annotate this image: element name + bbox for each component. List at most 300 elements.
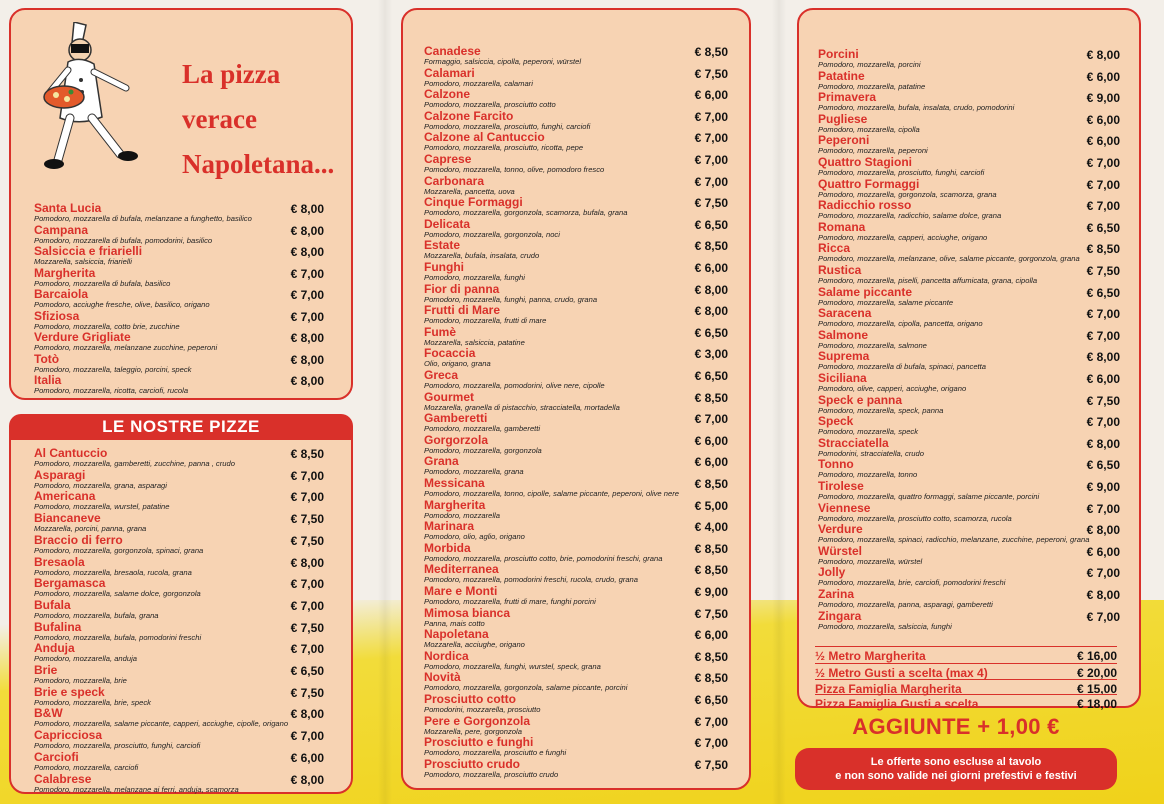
item-name: Tirolese [818,479,864,493]
item-description: Pomodoro, mozzarella, prosciutto cotto [424,100,556,110]
menu-item [34,751,324,772]
item-price: € 7,50 [1086,264,1120,278]
item-price: € 7,50 [694,606,728,621]
item-description: Pomodoro, mozzarella, pomodorini, olive nere, cipolle [424,381,605,390]
item-description: Pomodoro, mozzarella, spinaci, radicchio, melanzane, zucchine, peperoni, grana [818,535,1090,545]
item-price: € 7,00 [694,109,728,124]
item-name: Cinque Formaggi [424,195,523,210]
section-title: LE NOSTRE PIZZE [9,414,353,440]
item-name: Tonno [818,457,854,472]
menu-item [818,437,1120,458]
special-name: Pizza Famiglia Margherita [815,682,962,696]
item-price: € 7,00 [1086,328,1120,343]
item-price: € 8,00 [1086,436,1120,451]
item-price: € 7,00 [1086,566,1120,581]
item-name: Carbonara [424,173,485,188]
item-description: Pomodoro, mozzarella, calamari [424,78,533,88]
item-description: Pomodoro, olive, capperi, acciughe, origano [818,384,967,393]
item-description: Mozzarella, pere, gorgonzola [424,726,522,736]
menu-item [818,242,1120,263]
special-offer [815,694,1117,712]
item-description: Pomodoro, mozzarella, melanzane, olive, salame piccante, gorgonzola, grana [818,254,1080,264]
item-price: € 7,00 [694,131,728,146]
item-name: Quattro Formaggi [818,176,920,191]
menu-item [424,110,728,131]
special-price: € 16,00 [1076,649,1117,663]
item-description: Formaggio, salsiccia, cipolla, peperoni, würstel [424,57,582,66]
item-name: Italia [34,373,62,387]
item-price: € 8,00 [1086,588,1120,602]
special-price: € 18,00 [1076,697,1117,711]
item-price: € 7,00 [694,174,728,189]
menu-item [818,286,1120,307]
item-description: Pomodoro, mozzarella, carciofi [34,762,139,772]
menu-item [818,221,1120,242]
item-description: Mozzarella, salsiccia, patatine [424,337,525,347]
item-description: Pomodoro, mozzarella, wurstel, patatine [34,502,170,512]
item-description: Olio, origano, grana [424,359,491,369]
menu-item [424,455,728,476]
item-name: Sfiziosa [34,308,80,323]
item-price: € 8,00 [290,352,324,367]
menu-item [424,326,728,347]
item-price: € 7,00 [290,266,324,281]
menu-item [424,499,728,520]
item-description: Pomodoro, mozzarella, gamberetti, zucchine, panna , crudo [34,459,235,468]
item-description: Pomodoro, mozzarella [424,510,500,520]
item-price: € 7,00 [1086,501,1120,516]
menu-item [34,664,324,685]
item-name: Primavera [818,90,877,105]
menu-item [424,304,728,325]
item-price: € 6,00 [1086,372,1120,386]
item-description: Pomodoro, mozzarella, frutti di mare, funghi porcini [424,597,596,606]
menu-item [818,610,1120,631]
menu-item [34,447,324,468]
item-description: Pomodoro, mozzarella, ricotta, carciofi, rucola [34,386,189,395]
item-name: Porcini [818,47,859,61]
menu-item [34,490,324,511]
item-description: Pomodoro, mozzarella, gamberetti [424,424,541,434]
item-price: € 3,00 [694,347,728,362]
menu-item [34,707,324,728]
item-description: Mozzarella, bufala, insalata, crudo [424,251,540,261]
menu-item [818,199,1120,220]
menu-item [34,534,324,555]
special-price: € 20,00 [1076,666,1117,680]
item-price: € 8,50 [290,447,324,461]
menu-item [818,372,1120,393]
item-name: Caprese [424,152,472,166]
menu-item [34,202,324,223]
item-price: € 7,50 [290,685,324,700]
item-price: € 8,00 [1086,48,1120,62]
item-name: Zarina [818,587,855,601]
item-name: Grana [424,454,459,469]
item-price: € 9,00 [694,585,728,599]
menu-item [818,415,1120,436]
item-price: € 9,00 [1086,480,1120,494]
menu-item [818,480,1120,501]
item-description: Pomodoro, mozzarella, bresaola, rucola, grana [34,567,192,577]
menu-item [34,374,324,395]
menu-item [424,520,728,541]
item-description: Mozzarella, granella di pistacchio, stracciatella, mortadella [424,402,620,412]
item-description: Pomodoro, mozzarella, funghi, panna, crudo, grana [424,294,598,304]
special-name: ½ Metro Gusti a scelta (max 4) [815,666,988,680]
item-description: Mozzarella, salsiccia, friarielli [34,257,132,266]
item-description: Pomodoro, mozzarella, bufala, insalata, crudo, pomodorini [818,103,1015,113]
menu-item [818,113,1120,134]
item-name: Peperoni [818,133,870,148]
special-offer [815,646,1117,664]
menu-item [34,245,324,266]
item-price: € 7,00 [290,288,324,302]
menu-item [34,224,324,245]
menu-item [424,196,728,217]
item-price: € 8,50 [1086,242,1120,257]
item-description: Pomodorini, stracciatella, crudo [818,448,924,458]
item-description: Pomodoro, mozzarella, porcini [818,60,921,69]
item-price: € 6,00 [694,455,728,470]
menu-item [818,329,1120,350]
item-description: Pomodoro, mozzarella, prosciutto, funghi, carciofi [34,741,201,751]
item-description: Pomodoro, mozzarella, prosciutto e funghi [424,748,567,758]
item-price: € 8,50 [694,45,728,59]
item-description: Pomodorini, mozzarella, prosciutto [424,705,541,714]
item-name: Carciofi [34,749,79,764]
special-name: ½ Metro Margherita [815,649,926,663]
item-description: Pomodoro, mozzarella, pomodorini freschi, rucola, crudo, grana [424,575,638,585]
item-name: Speck e panna [818,392,903,407]
item-name: Speck [818,414,854,429]
headline-line: La pizza [182,59,281,89]
item-name: Zingara [818,608,862,623]
item-name: Brie e speck [34,684,105,699]
menu-item [424,391,728,412]
item-description: Pomodoro, mozzarella, bufala, grana [34,610,159,620]
item-price: € 8,00 [290,707,324,722]
menu-item [818,545,1120,566]
item-price: € 8,50 [694,563,728,578]
item-name: Braccio di ferro [34,532,123,547]
item-description: Pomodoro, mozzarella, cipolla [818,124,920,134]
item-description: Pomodoro, mozzarella, prosciutto crudo [424,769,559,779]
item-description: Pomodoro, mozzarella, bufala, pomodorini freschi [34,632,202,642]
item-name: Salame piccante [818,284,913,299]
item-description: Pomodoro, mozzarella di bufala, pomodorini, basilico [34,235,213,245]
item-price: € 8,00 [290,245,324,259]
item-price: € 8,50 [694,649,728,664]
item-price: € 8,00 [290,223,324,238]
item-description: Pomodoro, mozzarella, gorgonzola, noci [424,229,560,239]
item-name: Brie [34,663,58,677]
item-name: Würstel [818,543,863,558]
item-price: € 7,50 [694,757,728,772]
item-description: Pomodoro, olio, aglio, origano [424,532,525,542]
item-price: € 6,00 [1086,134,1120,149]
menu-item [818,264,1120,285]
item-price: € 6,50 [694,325,728,340]
item-price: € 4,00 [694,520,728,535]
item-name: Stracciatella [818,435,889,450]
headline-line: Napoletana... [182,149,335,179]
menu-item [34,288,324,309]
item-price: € 8,00 [290,555,324,570]
item-name: Verdure [818,522,863,537]
item-name: Patatine [818,68,865,83]
item-name: Pugliese [818,111,868,126]
item-price: € 7,00 [1086,177,1120,192]
item-name: Novità [424,670,461,685]
item-description: Pomodoro, mozzarella, peperoni [818,146,928,156]
item-description: Pomodoro, mozzarella, prosciutto, funghi, carciofi [818,168,985,177]
item-price: € 7,00 [1086,156,1120,170]
menu-item [424,45,728,66]
item-name: Calabrese [34,771,92,786]
item-name: Morbida [424,540,471,555]
menu-item [424,563,728,584]
menu-item [34,331,324,352]
item-price: € 7,00 [290,309,324,324]
item-name: Radicchio rosso [818,198,912,213]
menu-item [424,218,728,239]
menu-item [34,642,324,663]
item-description: Pomodoro, mozzarella, salame piccante [818,297,954,307]
item-price: € 6,50 [1086,285,1120,300]
item-description: Pomodoro, mozzarella, brie, carciofi, pomodorini freschi [818,578,1006,588]
item-price: € 7,00 [1086,307,1120,322]
menu-item [424,88,728,109]
notice-line: Le offerte sono escluse al tavolo [870,756,1042,768]
item-description: Pomodoro, mozzarella, speck [818,427,919,437]
menu-item [818,458,1120,479]
menu-item [424,283,728,304]
menu-item [34,353,324,374]
menu-item [424,412,728,433]
menu-item [424,67,728,88]
page-fold [772,0,786,804]
item-name: Anduja [34,641,75,656]
item-description: Pomodoro, mozzarella, capperi, acciughe, origano [818,232,988,242]
menu-item [34,556,324,577]
menu-item [424,477,728,498]
item-price: € 7,00 [290,642,324,657]
item-description: Pomodoro, mozzarella, speck, panna [818,405,944,415]
item-name: Margherita [34,265,96,280]
menu-item [818,178,1120,199]
item-name: Jolly [818,565,846,580]
item-description: Mozzarella, pancetta, uova [424,186,515,196]
item-name: Barcaiola [34,287,89,301]
item-price: € 7,50 [1086,393,1120,408]
item-price: € 8,50 [694,477,728,491]
item-name: Mediterranea [424,562,499,577]
item-name: Funghi [424,260,464,274]
item-price: € 7,00 [290,490,324,505]
item-price: € 6,00 [290,750,324,765]
item-price: € 8,00 [694,282,728,297]
menu-item [424,671,728,692]
item-description: Pomodoro, acciughe fresche, olive, basilico, origano [34,300,210,309]
item-description: Pomodoro, mozzarella, frutti di mare [424,316,547,326]
offer-notice [795,748,1117,790]
item-price: € 7,50 [290,620,324,635]
item-name: Romana [818,219,866,234]
item-name: Messicana [424,476,485,490]
item-price: € 7,00 [694,153,728,167]
menu-item [424,650,728,671]
item-name: Campana [34,222,89,237]
menu-item [818,588,1120,609]
item-name: Fior di panna [424,281,500,296]
item-name: Frutti di Mare [424,303,501,318]
menu-item [818,134,1120,155]
item-price: € 7,50 [694,66,728,81]
item-description: Pomodoro, mozzarella, melanzane zucchine, peperoni [34,343,218,352]
item-description: Pomodoro, mozzarella, brie, speck [34,697,151,707]
menu-item [818,307,1120,328]
menu-item [424,261,728,282]
item-price: € 7,50 [290,512,324,527]
pulcinella-chef-icon [40,22,155,182]
item-price: € 6,50 [290,664,324,678]
item-price: € 8,00 [1086,350,1120,365]
item-name: Calzone Farcito [424,108,514,123]
item-description: Mozzarella, acciughe, origano [424,640,525,650]
item-name: Gourmet [424,389,475,404]
menu-item [424,758,728,779]
menu-item [34,729,324,750]
item-description: Pomodoro, mozzarella, patatine [818,81,926,91]
item-description: Pomodoro, mozzarella, gorgonzola, scamorza, grana [818,189,997,199]
item-name: Santa Lucia [34,201,102,215]
item-description: Pomodoro, mozzarella, panna, asparagi, gamberetti [818,600,993,609]
item-description: Pomodoro, mozzarella di bufala, spinaci, pancetta [818,362,987,372]
menu-item [818,523,1120,544]
item-price: € 7,00 [290,598,324,613]
item-name: Bufalina [34,619,82,634]
item-price: € 8,00 [290,202,324,216]
item-description: Pomodoro, mozzarella, salame dolce, gorgonzola [34,589,201,599]
headline-line: verace [182,104,257,134]
item-description: Panna, mais cotto [424,618,485,628]
item-name: Napoletana [424,627,489,642]
menu-item [424,542,728,563]
item-name: B&W [34,706,63,721]
item-price: € 6,50 [694,217,728,232]
item-price: € 6,00 [1086,112,1120,127]
item-description: Pomodoro, mozzarella, piselli, pancetta affumicata, grana, cipolla [818,276,1038,285]
item-description: Pomodoro, mozzarella, brie [34,676,127,685]
menu-item [424,434,728,455]
item-name: Prosciutto e funghi [424,735,534,750]
item-description: Pomodoro, mozzarella, gorgonzola, spinaci, grana [34,545,204,555]
item-price: € 8,00 [290,331,324,345]
item-description: Pomodoro, mozzarella, prosciutto cotto, scamorza, rucola [818,513,1012,523]
item-price: € 6,00 [694,88,728,103]
menu-item [424,131,728,152]
special-name: Pizza Famiglia Gusti a scelta [815,697,979,711]
menu-item [34,267,324,288]
menu-item [424,153,728,174]
page-fold [378,0,392,804]
item-name: Suprema [818,349,870,364]
item-description: Pomodoro, mozzarella, cipolla, pancetta, origano [818,319,983,329]
item-description: Pomodoro, mozzarella, grana, asparagi [34,480,167,490]
item-price: € 7,00 [290,577,324,592]
item-price: € 7,00 [1086,199,1120,214]
menu-item [424,175,728,196]
item-description: Pomodoro, mozzarella, salsiccia, funghi [818,621,952,631]
notice-line: e non sono valide nei giorni prefestivi e festivi [835,770,1077,782]
item-description: Pomodoro, mozzarella, prosciutto, funghi, carciofi [424,121,591,131]
menu-item [424,607,728,628]
item-price: € 8,50 [694,671,728,686]
item-name: Americana [34,489,96,504]
menu-item [34,621,324,642]
item-name: Gorgorzola [424,432,489,447]
item-name: Mimosa bianca [424,605,511,620]
item-price: € 6,00 [694,261,728,275]
item-description: Pomodoro, mozzarella, anduja [34,654,137,664]
item-name: Focaccia [424,346,476,361]
item-name: Rustica [818,263,862,277]
item-price: € 6,50 [694,369,728,383]
item-name: Bergamasca [34,576,106,591]
item-name: Al Cantuccio [34,446,108,460]
item-name: Margherita [424,497,486,512]
item-name: Salmone [818,327,869,342]
item-name: Greca [424,368,459,382]
item-price: € 6,50 [1086,458,1120,473]
item-name: Salsiccia e friarielli [34,244,143,258]
menu-item [424,715,728,736]
item-name: Bufala [34,597,71,612]
item-price: € 8,50 [694,390,728,405]
item-name: Canadese [424,44,481,58]
item-price: € 6,50 [694,693,728,707]
item-price: € 7,00 [290,468,324,483]
item-name: Prosciutto crudo [424,756,521,771]
item-name: Calzone al Cantuccio [424,130,545,145]
item-name: Ricca [818,241,851,256]
item-name: Delicata [424,216,471,231]
extras-label: AGGIUNTE + 1,00 € [852,714,1060,739]
item-price: € 7,00 [290,729,324,744]
menu-item [424,693,728,714]
menu-item [34,310,324,331]
item-description: Pomodoro, mozzarella, melanzane ai ferri, anduja, scamorza [34,784,239,794]
menu-item [34,469,324,490]
item-price: € 8,00 [290,374,324,388]
item-name: Totò [34,351,60,366]
item-price: € 6,50 [1086,220,1120,235]
item-name: Bresaola [34,554,85,569]
menu-item [424,628,728,649]
item-price: € 7,00 [694,714,728,729]
item-description: Pomodoro, mozzarella, gorgonzola, salame piccante, porcini [424,683,628,693]
item-description: Pomodoro, mozzarella, taleggio, porcini, speck [34,364,192,374]
menu-item [818,394,1120,415]
item-description: Pomodoro, mozzarella, funghi, wurstel, speck, grana [424,661,601,671]
menu-item [818,156,1120,177]
menu-item [424,736,728,757]
item-price: € 8,00 [290,772,324,787]
headline [182,52,334,187]
item-price: € 6,00 [694,628,728,643]
item-name: Estate [424,238,461,253]
